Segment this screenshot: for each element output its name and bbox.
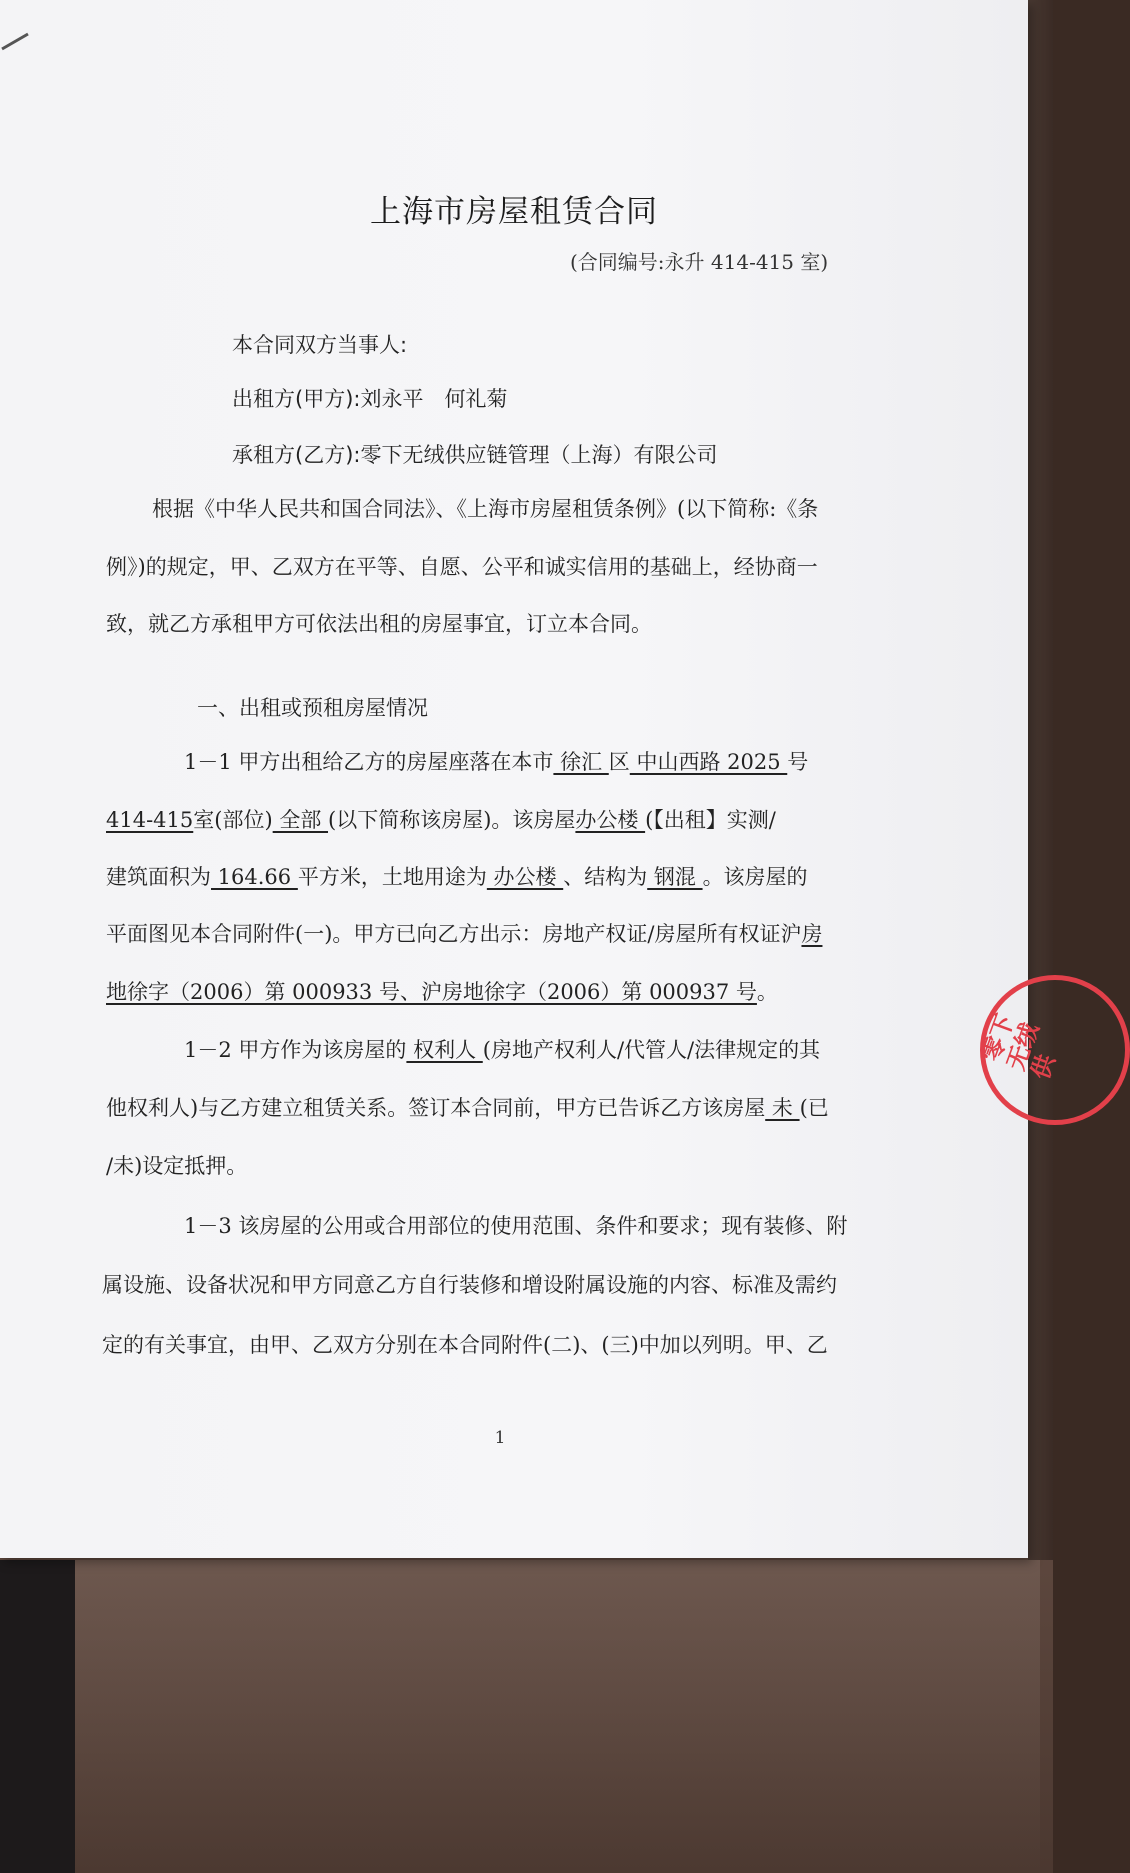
preamble-line-3: 致，就乙方承租甲方可依法出租的房屋事宜，订立本合同。: [106, 612, 652, 636]
text: 平面图见本合同附件(一)。甲方已向乙方出示：房地产权证/房屋所有权证沪: [106, 922, 802, 946]
clause-1-2-line-3: /未)设定抵押。: [106, 1154, 248, 1178]
text: 区: [608, 750, 630, 774]
contract-number: (合同编号:永升 414-415 室): [570, 250, 829, 274]
lessor-line: [232, 384, 507, 414]
preamble-line-1: 根据《中华人民共和国合同法》、《上海市房屋租赁条例》(以下简称:《条: [152, 497, 819, 521]
clause-1-3-line-2: 属设施、设备状况和甲方同意乙方自行装修和增设附属设施的内容、标准及需约: [102, 1273, 837, 1297]
certificate-value: 房: [801, 922, 823, 946]
lessee-name: 零下无绒供应链管理（上海）有限公司: [360, 443, 718, 467]
table-reflection: [60, 1560, 1040, 1873]
pen-mark: [1, 33, 28, 51]
lessor-names: 刘永平 何礼菊: [360, 387, 508, 411]
area-value: 164.66: [211, 865, 298, 889]
land-use-value: 办公楼: [486, 865, 564, 889]
clause-1-1-line-4: [106, 919, 822, 949]
clause-1-1-line-1: [184, 747, 808, 777]
structure-value: 钢混: [647, 865, 703, 889]
text: 、结构为: [563, 865, 648, 889]
text: 平方米，土地用途为: [297, 865, 487, 889]
document-title: 上海市房屋租赁合同: [370, 194, 658, 230]
lessor-label: 出租方(甲方):: [232, 387, 361, 411]
text: 建筑面积为: [106, 865, 211, 889]
text: 。该房屋的: [702, 865, 808, 889]
page-number: 1: [494, 1428, 506, 1448]
company-seal: [977, 975, 1130, 1125]
district-value: 徐汇: [553, 750, 609, 774]
role-value: 权利人: [406, 1038, 483, 1062]
clause-1-3-line-3: 定的有关事宜，由甲、乙双方分别在本合同附件(二)、(三)中加以列明。甲、乙: [102, 1333, 828, 1357]
text: (已: [799, 1096, 829, 1120]
certificate-value: 地徐字（2006）第 000933 号、沪房地徐字（2006）第 000937 号: [106, 980, 757, 1004]
lessee-label: 承租方(乙方):: [232, 443, 361, 467]
lessee-line: [232, 440, 717, 470]
dark-object: [0, 1560, 75, 1873]
clause-1-2-line-2: [106, 1093, 829, 1123]
text: (【出租】实测/: [645, 808, 776, 832]
section-1-heading: 一、出租或预租房屋情况: [197, 696, 428, 720]
usage-value: 办公楼: [575, 808, 646, 832]
part-value: 全部: [272, 808, 329, 832]
seal-text: 零下无绒供: [977, 1010, 1061, 1083]
text: 。: [756, 980, 778, 1004]
clause-1-2-line-1: [184, 1035, 820, 1065]
text: 1－1 甲方出租给乙方的房屋座落在本市: [184, 750, 554, 774]
paper-shadow: [1028, 0, 1053, 1560]
clause-1-1-line-5: [106, 977, 778, 1007]
clause-1-3-line-1: 1－3 该房屋的公用或合用部位的使用范围、条件和要求；现有装修、附: [184, 1214, 848, 1238]
clause-1-1-line-2: [106, 805, 776, 835]
parties-intro: 本合同双方当事人:: [232, 333, 408, 357]
clause-1-1-line-3: [106, 862, 808, 892]
text: (以下简称该房屋)。该房屋: [328, 808, 576, 832]
preamble-line-2: 例》)的规定，甲、乙双方在平等、自愿、公平和诚实信用的基础上，经协商一: [106, 555, 818, 579]
text: 号: [787, 750, 809, 774]
text: 1－2 甲方作为该房屋的: [184, 1038, 407, 1062]
room-value: 414-415: [106, 808, 194, 832]
text: (房地产权利人/代管人/法律规定的其: [482, 1038, 821, 1062]
mortgage-value: 未: [765, 1096, 800, 1120]
text: 室(部位): [193, 808, 273, 832]
road-value: 中山西路 2025: [629, 750, 788, 774]
text: 他权利人)与乙方建立租赁关系。签订本合同前，甲方已告诉乙方该房屋: [106, 1096, 766, 1120]
